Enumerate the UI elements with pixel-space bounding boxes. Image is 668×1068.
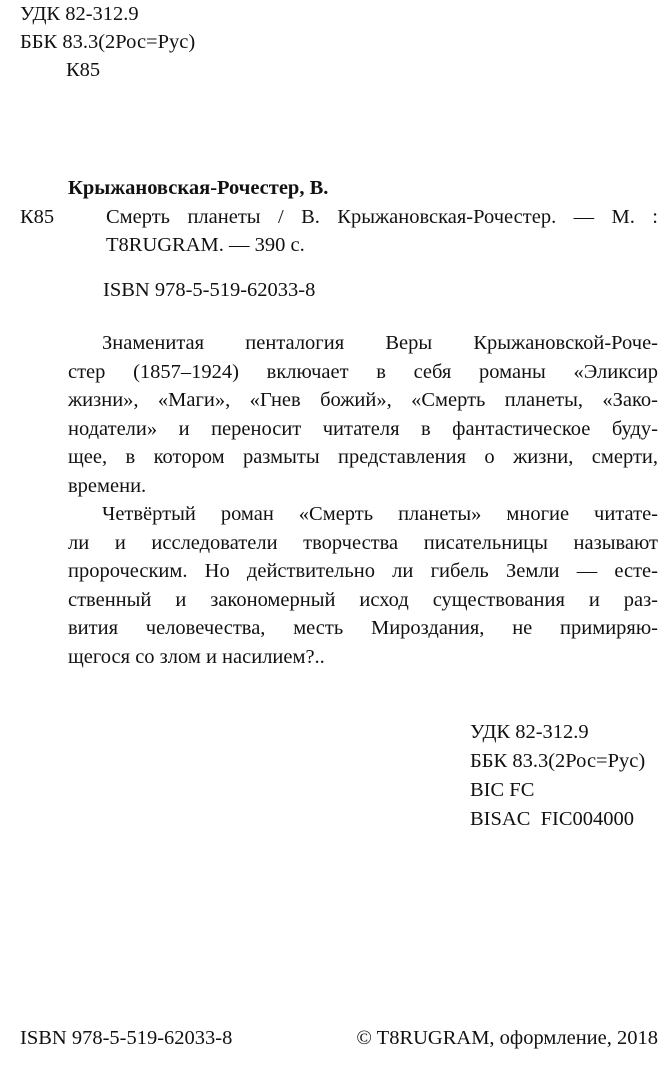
- annotation-line: щегося со злом и насилием?..: [68, 645, 325, 668]
- bisac-code: BISAC FIC004000: [470, 808, 635, 830]
- udk-code: УДК 82-312.9: [20, 3, 139, 25]
- annotation-line: Знаменитая пенталогия Веры Крыжановской-Роче-: [102, 332, 658, 354]
- author-heading: Крыжановская-Рочестер, В.: [68, 177, 329, 199]
- annotation-line: пророческим. Но действительно ли гибель Земли — есте-: [68, 560, 658, 583]
- annotation-paragraph-1: [68, 329, 658, 501]
- bib-line: Смерть планеты / В. Крыжановская-Рочестер. — М. :: [106, 206, 658, 228]
- bic-code: BIC FC: [470, 779, 535, 801]
- entry-author-mark: К85: [20, 206, 55, 228]
- annotation-line: ственный и закономерный исход существования и раз-: [68, 588, 658, 611]
- bib-line: T8RUGRAM. — 390 с.: [106, 234, 305, 257]
- annotation-line: жизни», «Маги», «Гнев божий», «Смерть планеты, «Зако-: [68, 389, 658, 412]
- bibliographic-description: [106, 203, 658, 260]
- udk-code: УДК 82-312.9: [470, 721, 589, 743]
- annotation-paragraph-2: [68, 500, 658, 672]
- annotation-line: времени.: [68, 474, 147, 497]
- footer-copyright: © T8RUGRAM, оформление, 2018: [356, 1027, 658, 1049]
- footer-isbn: ISBN 978-5-519-62033-8: [20, 1027, 233, 1049]
- annotation-line: нодатели» и переносит читателя в фантастическое буду-: [68, 417, 658, 440]
- bbk-code: ББК 83.3(2Рос=Рус): [20, 31, 196, 53]
- bbk-code: ББК 83.3(2Рос=Рус): [470, 750, 646, 772]
- entry-isbn: ISBN 978-5-519-62033-8: [103, 279, 316, 301]
- bottom-classification: [470, 718, 645, 834]
- annotation-line: стер (1857–1924) включает в себя романы «Эликсир: [68, 360, 658, 383]
- top-classification: [20, 0, 195, 84]
- annotation-line: вития человечества, месть Мироздания, не примиряю-: [68, 617, 658, 640]
- annotation-line: щее, в котором размыты представления о жизни, смерти,: [68, 446, 658, 469]
- author-mark: К85: [66, 59, 101, 81]
- annotation-line: ли и исследователи творчества писательницы называют: [68, 531, 658, 554]
- annotation-line: Четвёртый роман «Смерть планеты» многие читате-: [102, 503, 658, 525]
